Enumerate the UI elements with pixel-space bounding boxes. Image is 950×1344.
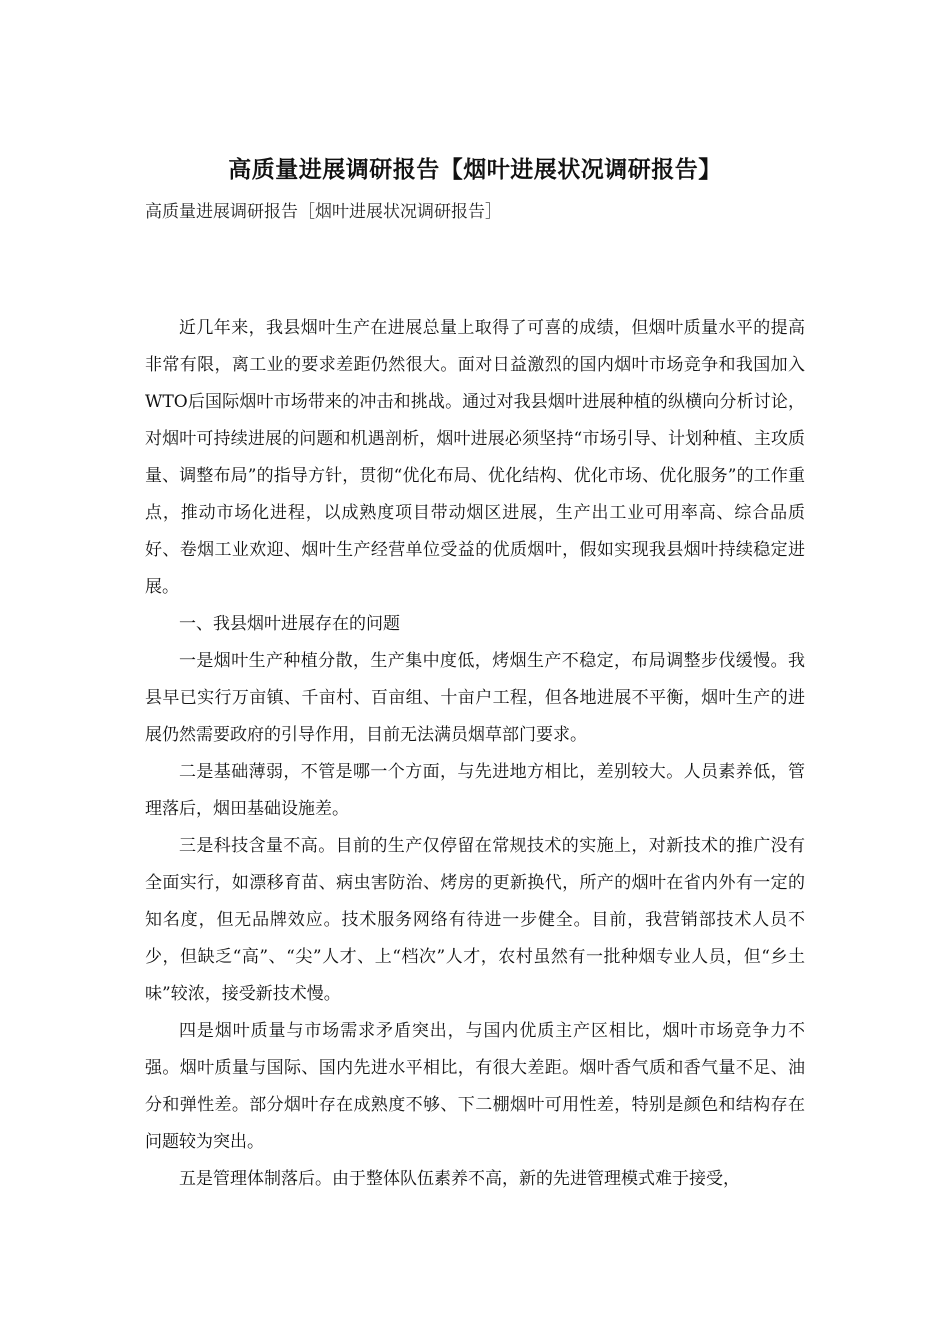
paragraph-problem-4: 四是烟叶质量与市场需求矛盾突出，与国内优质主产区相比，烟叶市场竞争力不强。烟叶质量与国际、国内先进水平相比，有很大差距。烟叶香气质和香气量不足、油分和弹性差。部分烟叶存在成熟度不够、下二棚烟叶可用性差，特别是颜色和结构存在问题较为突出。 <box>145 1021 805 1152</box>
document-subtitle: 高质量进展调研报告［烟叶进展状况调研报告］ <box>145 202 502 222</box>
paragraph-intro: 近几年来，我县烟叶生产在进展总量上取得了可喜的成绩，但烟叶质量水平的提高非常有限，离工业的要求差距仍然很大。面对日益激烈的国内烟叶市场竞争和我国加入WTO后国际烟叶市场带来的冲击和挑战。通过对我县烟叶进展种植的纵横向分析讨论，对烟叶可持续进展的问题和机遇剖析，烟叶进展必须坚持“市场引导、计划种植、主攻质量、调整布局”的指导方针，贯彻“优化布局、优化结构、优化市场、优化服务”的工作重点，推动市场化进程，以成熟度项目带动烟区进展，生产出工业可用率高、综合品质好、卷烟工业欢迎、烟叶生产经营单位受益的优质烟叶，假如实现我县烟叶持续稳定进展。 <box>145 318 805 597</box>
document-title: 高质量进展调研报告【烟叶进展状况调研报告】 <box>228 156 722 183</box>
paragraph-problem-1: 一是烟叶生产种植分散，生产集中度低，烤烟生产不稳定，布局调整步伐缓慢。我县早已实行万亩镇、千亩村、百亩组、十亩户工程，但各地进展不平衡，烟叶生产的进展仍然需要政府的引导作用，目前无法满员烟草部门要求。 <box>145 651 805 745</box>
document-body <box>145 310 805 1198</box>
section-heading: 一、我县烟叶进展存在的问题 <box>179 614 400 634</box>
paragraph-problem-3: 三是科技含量不高。目前的生产仅停留在常规技术的实施上，对新技术的推广没有全面实行，如漂移育苗、病虫害防治、烤房的更新换代，所产的烟叶在省内外有一定的知名度，但无品牌效应。技术服务网络有待进一步健全。目前，我营销部技术人员不少，但缺乏“高”、“尖”人才、上“档次”人才，农村虽然有一批种烟专业人员，但“乡土味”较浓，接受新技术慢。 <box>145 836 805 1004</box>
paragraph-problem-5: 五是管理体制落后。由于整体队伍素养不高，新的先进管理模式难于接受， <box>179 1169 740 1189</box>
paragraph-problem-2: 二是基础薄弱，不管是哪一个方面，与先进地方相比，差别较大。人员素养低，管理落后，烟田基础设施差。 <box>145 762 805 819</box>
